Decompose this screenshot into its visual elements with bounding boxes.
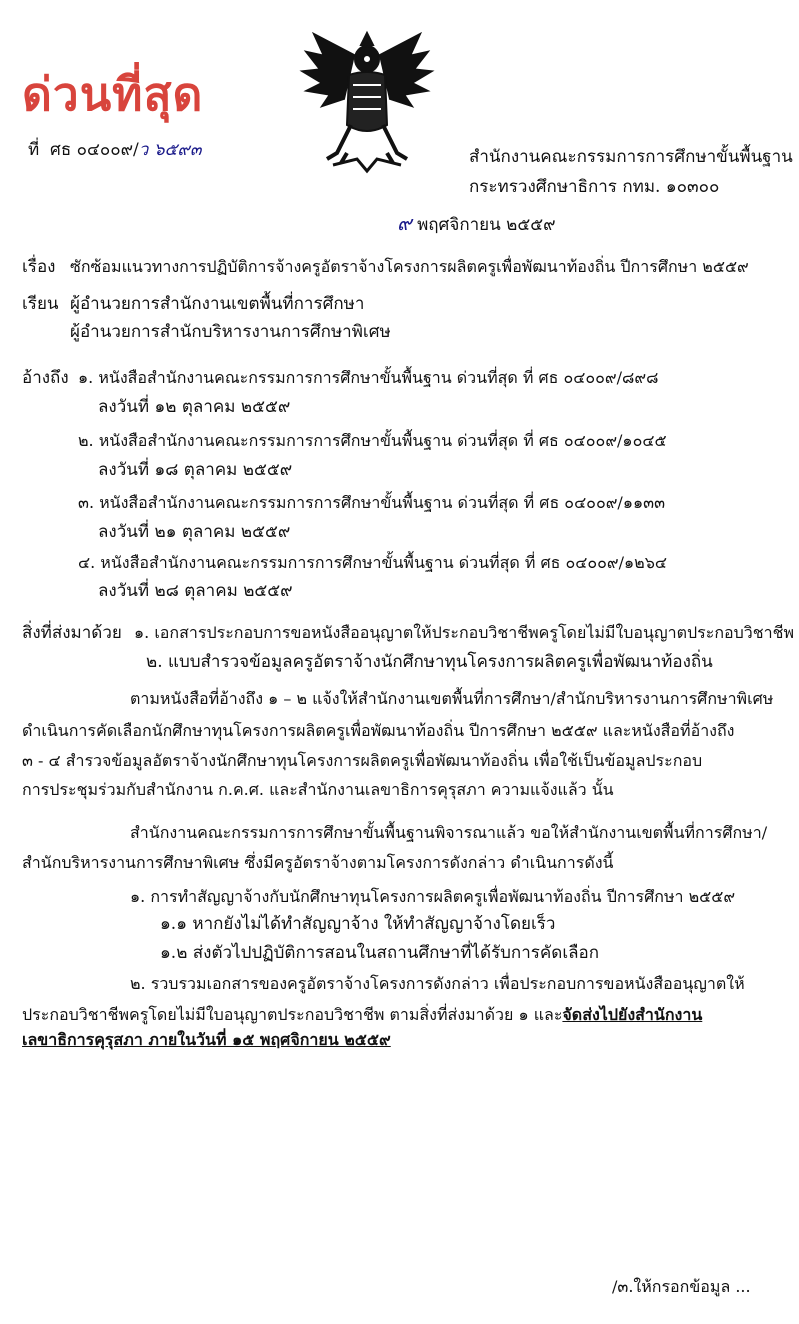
date-day-handwritten: ๙: [397, 211, 412, 235]
enclosure-item: ๒. แบบสำรวจข้อมูลครูอัตราจ้างนักศึกษาทุนโครงการผลิตครูเพื่อพัฒนาท้องถิ่น: [146, 652, 713, 672]
action-2-line-2: [22, 1004, 702, 1026]
action-2-deadline-emphasis: เลขาธิการคุรุสภา ภายในวันที่ ๑๕ พฤศจิกายน ๒๕๕๙: [22, 1030, 391, 1049]
reference-date: ลงวันที่ ๒๘ ตุลาคม ๒๕๕๙: [98, 581, 293, 601]
para1-line: ๓ - ๔ สำรวจข้อมูลอัตราจ้างนักศึกษาทุนโครงการผลิตครูเพื่อพัฒนาท้องถิ่น เพื่อใช้เป็นข้อมูลประกอบ: [22, 751, 703, 770]
para2-line: สำนักบริหารงานการศึกษาพิเศษ ซึ่งมีครูอัตราจ้างตามโครงการดังกล่าว ดำเนินการดังนี้: [22, 853, 614, 872]
para1-line: ดำเนินการคัดเลือกนักศึกษาทุนโครงการผลิตครูเพื่อพัฒนาท้องถิ่น ปีการศึกษา ๒๕๕๙ และหนังสือที่อ้างถึง: [22, 721, 735, 740]
date-month-year: พฤศจิกายน ๒๕๕๙: [417, 215, 556, 235]
action-1-2: ๑.๒ ส่งตัวไปปฏิบัติการสอนในสถานศึกษาที่ได้รับการคัดเลือก: [160, 943, 600, 963]
doc-date: [397, 212, 556, 236]
action-2-text: ประกอบวิชาชีพครูโดยไม่มีใบอนุญาตประกอบวิชาชีพ ตามสิ่งที่ส่งมาด้วย ๑ และ: [22, 1005, 563, 1024]
para1-line: ตามหนังสือที่อ้างถึง ๑ – ๒ แจ้งให้สำนักงานเขตพื้นที่การศึกษา/สำนักบริหารงานการศึกษาพิเศษ: [130, 689, 774, 708]
urgency-stamp: ด่วนที่สุด: [22, 67, 204, 121]
issuer-ministry: กระทรวงศึกษาธิการ กทม. ๑๐๓๐๐: [469, 177, 720, 197]
subject-text: ซักซ้อมแนวทางการปฏิบัติการจ้างครูอัตราจ้างโครงการผลิตครูเพื่อพัฒนาท้องถิ่น ปีการศึกษา ๒๕๕๙: [70, 257, 749, 276]
para1-line: การประชุมร่วมกับสำนักงาน ก.ค.ศ. และสำนักงานเลขาธิการคุรุสภา ความแจ้งแล้ว นั้น: [22, 780, 614, 799]
action-1-1: ๑.๑ หากยังไม่ได้ทำสัญญาจ้าง ให้ทำสัญญาจ้างโดยเร็ว: [160, 914, 556, 934]
reference-item: ๒. หนังสือสำนักงานคณะกรรมการการศึกษาขั้นพื้นฐาน ด่วนที่สุด ที่ ศธ ๐๔๐๐๙/๑๐๔๕: [78, 431, 667, 450]
para2-line: สำนักงานคณะกรรมการการศึกษาขั้นพื้นฐานพิจารณาแล้ว ขอให้สำนักงานเขตพื้นที่การศึกษา/: [130, 823, 768, 842]
to-line-2: ผู้อำนวยการสำนักบริหารงานการศึกษาพิเศษ: [70, 322, 391, 342]
action-2: ๒. รวบรวมเอกสารของครูอัตราจ้างโครงการดังกล่าว เพื่อประกอบการขอหนังสืออนุญาตให้: [130, 974, 745, 993]
issuer-office: สำนักงานคณะกรรมการการศึกษาขั้นพื้นฐาน: [469, 147, 793, 167]
continuation-note: /๓.ให้กรอกข้อมูล ...: [612, 1277, 751, 1296]
doc-number-value: ศธ ๐๔๐๐๙/: [50, 140, 139, 160]
reference-date: ลงวันที่ ๑๒ ตุลาคม ๒๕๕๙: [98, 397, 291, 417]
references-label: อ้างถึง: [22, 368, 69, 388]
reference-item: ๑. หนังสือสำนักงานคณะกรรมการการศึกษาขั้นพื้นฐาน ด่วนที่สุด ที่ ศธ ๐๔๐๐๙/๘๙๘: [78, 368, 659, 387]
reference-item: ๔. หนังสือสำนักงานคณะกรรมการการศึกษาขั้นพื้นฐาน ด่วนที่สุด ที่ ศธ ๐๔๐๐๙/๑๒๖๔: [78, 553, 667, 572]
doc-number-handwritten: ว ๖๕๙๓: [138, 140, 202, 160]
reference-date: ลงวันที่ ๒๑ ตุลาคม ๒๕๕๙: [98, 522, 291, 542]
enclosure-item: ๑. เอกสารประกอบการขอหนังสืออนุญาตให้ประกอบวิชาชีพครูโดยไม่มีใบอนุญาตประกอบวิชาชีพ: [134, 623, 795, 642]
reference-item: ๓. หนังสือสำนักงานคณะกรรมการการศึกษาขั้นพื้นฐาน ด่วนที่สุด ที่ ศธ ๐๔๐๐๙/๑๑๓๓: [78, 493, 665, 512]
garuda-emblem-icon: [293, 25, 441, 175]
enclosures-label: สิ่งที่ส่งมาด้วย: [22, 623, 122, 643]
to-line-1: ผู้อำนวยการสำนักงานเขตพื้นที่การศึกษา: [70, 294, 365, 314]
doc-number-label: ที่: [28, 140, 40, 160]
subject-label: เรื่อง: [22, 257, 56, 277]
reference-date: ลงวันที่ ๑๘ ตุลาคม ๒๕๕๙: [98, 460, 293, 480]
action-1: ๑. การทำสัญญาจ้างกับนักศึกษาทุนโครงการผลิตครูเพื่อพัฒนาท้องถิ่น ปีการศึกษา ๒๕๕๙: [130, 887, 736, 906]
action-2-deadline-emphasis: จัดส่งไปยังสำนักงาน: [562, 1005, 703, 1024]
to-label: เรียน: [22, 294, 59, 314]
doc-number: [28, 139, 201, 161]
